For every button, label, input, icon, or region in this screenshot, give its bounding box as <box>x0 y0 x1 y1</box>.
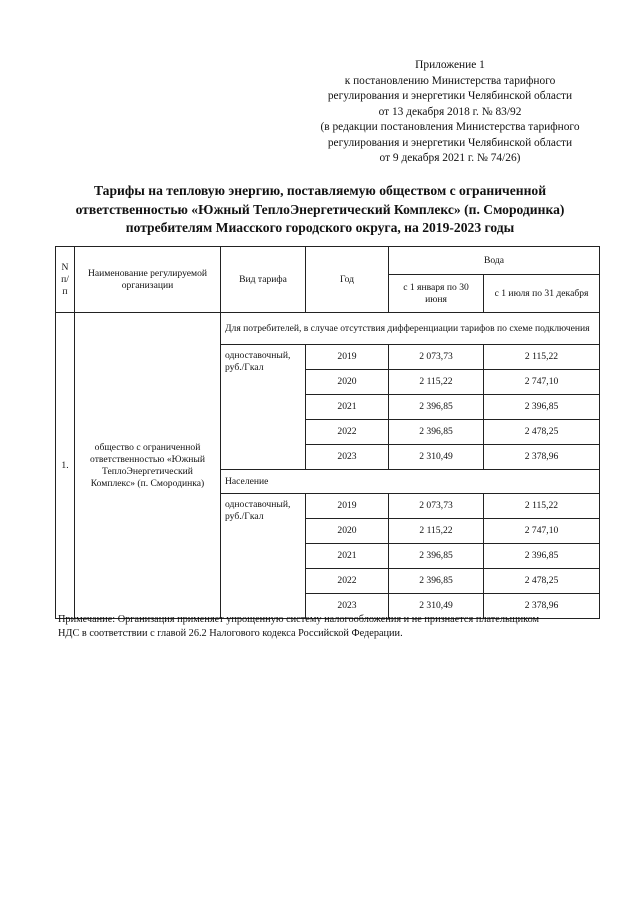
appendix-header <box>290 58 610 167</box>
appendix-line: регулирования и энергетики Челябинской области <box>327 90 573 102</box>
year-cell: 2021 <box>306 395 389 420</box>
footnote <box>58 613 606 641</box>
tariff-value: 2 747,10 <box>484 370 600 395</box>
tariff-value: 2 396,85 <box>389 544 484 569</box>
tariff-value: 2 073,73 <box>389 345 484 370</box>
year-cell: 2023 <box>306 594 389 619</box>
title-line: ответственностью «Южный ТеплоЭнергетический Комплекс» (п. Смородинка) <box>75 201 565 217</box>
appendix-line: к постановлению Министерства тарифного <box>344 74 556 87</box>
header-organization: Наименование регулируемой организации <box>75 247 221 313</box>
tariff-table <box>55 246 600 619</box>
tariff-value: 2 478,25 <box>484 420 600 445</box>
year-cell: 2020 <box>306 519 389 544</box>
year-cell: 2019 <box>306 345 389 370</box>
header-tariff-type: Вид тарифа <box>221 247 306 313</box>
tariff-type-cell: одноставочный, руб./Гкал <box>221 494 306 619</box>
tariff-value: 2 396,85 <box>389 420 484 445</box>
appendix-line: регулирования и энергетики Челябинской области <box>327 136 573 149</box>
tariff-value: 2 396,85 <box>389 395 484 420</box>
year-cell: 2022 <box>306 569 389 594</box>
organization-name: общество с ограниченной ответственностью «Южный ТеплоЭнергетический Комплекс» (п. Смородинка) <box>75 313 221 619</box>
tariff-value: 2 396,85 <box>389 569 484 594</box>
year-cell: 2022 <box>306 420 389 445</box>
header-period-1: с 1 января по 30 июня <box>389 275 484 313</box>
header-year: Год <box>306 247 389 313</box>
tariff-value: 2 115,22 <box>389 519 484 544</box>
row-number: 1. <box>56 313 75 619</box>
appendix-line: от 9 декабря 2021 г. № 74/26) <box>379 152 521 164</box>
header-period-2: с 1 июля по 31 декабря <box>484 275 600 313</box>
document-title <box>40 182 600 238</box>
year-cell: 2020 <box>306 370 389 395</box>
group-title: Население <box>221 470 600 494</box>
group-title: Для потребителей, в случае отсутствия дифференциации тарифов по схеме подключения <box>221 313 600 345</box>
year-cell: 2023 <box>306 445 389 470</box>
tariff-value: 2 396,85 <box>484 544 600 569</box>
tariff-value: 2 115,22 <box>484 494 600 519</box>
appendix-line: Приложение 1 <box>415 59 485 71</box>
tariff-value: 2 310,49 <box>389 445 484 470</box>
tariff-value: 2 478,25 <box>484 569 600 594</box>
header-water: Вода <box>389 247 600 275</box>
title-line: потребителям Миасского городского округа, на 2019-2023 годы <box>125 220 515 235</box>
tariff-type-cell: одноставочный, руб./Гкал <box>221 345 306 470</box>
year-cell: 2021 <box>306 544 389 569</box>
year-cell: 2019 <box>306 494 389 519</box>
tariff-value: 2 310,49 <box>389 594 484 619</box>
note-line: НДС в соответствии с главой 26.2 Налогового кодекса Российской Федерации. <box>58 628 403 639</box>
tariff-value: 2 073,73 <box>389 494 484 519</box>
note-line: Примечание: Организация применяет упрощенную систему налогообложения и не признается плательщиком <box>58 614 540 625</box>
title-line: Тарифы на тепловую энергию, поставляемую обществом с ограниченной <box>93 183 547 198</box>
tariff-value: 2 115,22 <box>484 345 600 370</box>
appendix-line: (в редакции постановления Министерства тарифного <box>320 121 580 133</box>
table-header-row <box>56 247 600 275</box>
tariff-value: 2 378,96 <box>484 445 600 470</box>
tariff-value: 2 378,96 <box>484 594 600 619</box>
header-number: N п/п <box>56 247 75 313</box>
tariff-value: 2 115,22 <box>389 370 484 395</box>
tariff-value: 2 396,85 <box>484 395 600 420</box>
appendix-line: от 13 декабря 2018 г. № 83/92 <box>378 105 522 118</box>
tariff-value: 2 747,10 <box>484 519 600 544</box>
table-row <box>56 313 600 345</box>
